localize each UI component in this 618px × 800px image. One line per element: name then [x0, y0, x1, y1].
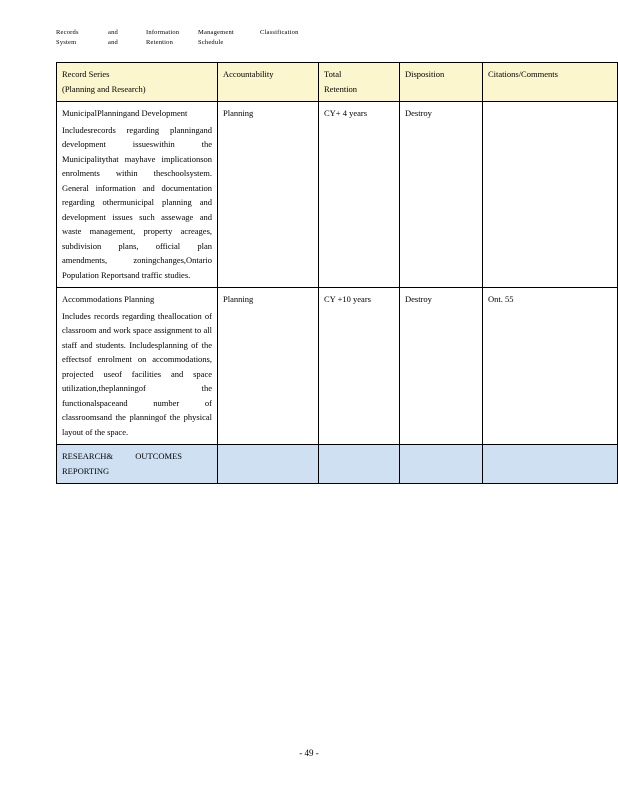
header-word: and — [108, 29, 118, 36]
table-row — [57, 102, 618, 288]
header-word: System — [56, 39, 77, 46]
header-word: Retention — [146, 39, 174, 46]
cell-disposition: Destroy — [400, 102, 483, 288]
column-header-line-1: Total — [324, 69, 342, 79]
header-word: Schedule — [198, 39, 224, 46]
column-header-accountability — [218, 63, 319, 102]
cell-total-retention: CY +10 years — [319, 288, 400, 445]
page-number: - 49 - — [299, 748, 319, 758]
table-row — [57, 288, 618, 445]
record-series-description: Includesrecords regarding planningand development issueswithin the Municipalitythat mayhave implicationson enrolments within theschoolsystem. General information and documentation regarding othermunicipal planning and development issues such assewage and waste management, property acreages, subdivision plans, official plan amendments, zoningchanges,Ontario Population Reportsand traffic studies. — [62, 124, 212, 280]
cell-accountability: Planning — [218, 102, 319, 288]
header-word: Management — [198, 29, 234, 36]
cell-total-retention: CY+ 4 years — [319, 102, 400, 288]
table-body — [57, 102, 618, 484]
retention-schedule-table — [56, 62, 618, 484]
column-header-line-1: Disposition — [405, 69, 445, 79]
table-header-row — [57, 63, 618, 102]
header-line-1 — [56, 28, 386, 38]
record-series-title: MunicipalPlanningand Development — [62, 108, 188, 118]
column-header-disposition — [400, 63, 483, 102]
section-title-cell — [57, 445, 218, 484]
cell-citations-comments: Ont. 55 — [483, 288, 618, 445]
document-header — [56, 28, 386, 48]
header-word: and — [108, 39, 118, 46]
column-header-line-1: Citations/Comments — [488, 69, 558, 79]
cell-citations-comments — [483, 102, 618, 288]
column-header-line-2: (Planning and Research) — [62, 83, 146, 94]
cell-record-series — [57, 288, 218, 445]
section-title-line-2: REPORTING — [62, 465, 110, 476]
table-section-row — [57, 445, 618, 484]
section-empty-cell — [218, 445, 319, 484]
column-header-record-series — [57, 63, 218, 102]
section-empty-cell — [483, 445, 618, 484]
cell-disposition: Destroy — [400, 288, 483, 445]
column-header-line-1: Record Series — [62, 69, 110, 79]
header-line-2 — [56, 38, 386, 48]
record-series-title: Accommodations Planning — [62, 294, 155, 304]
section-title-left: RESEARCH& — [62, 451, 114, 461]
record-series-description: Includes records regarding theallocation of classroom and work space assignment to all staff and students. Includesplanning of the effectsof enrolment on accommodations, projected useof facilities and space utilization,theplanningof the functionalspaceand number of classroomsand the planningof the physical layout of the space. — [62, 310, 212, 437]
cell-accountability: Planning — [218, 288, 319, 445]
table-header — [57, 63, 618, 102]
column-header-total-retention — [319, 63, 400, 102]
column-header-line-1: Accountability — [223, 69, 274, 79]
column-header-line-2: Retention — [324, 83, 358, 94]
header-word: Records — [56, 29, 79, 36]
header-word: Classification — [260, 29, 299, 36]
header-word: Information — [146, 29, 180, 36]
column-header-citations-comments — [483, 63, 618, 102]
section-title-right: OUTCOMES — [135, 451, 182, 461]
section-empty-cell — [319, 445, 400, 484]
section-title-line-1 — [62, 449, 182, 464]
cell-record-series — [57, 102, 218, 288]
section-empty-cell — [400, 445, 483, 484]
